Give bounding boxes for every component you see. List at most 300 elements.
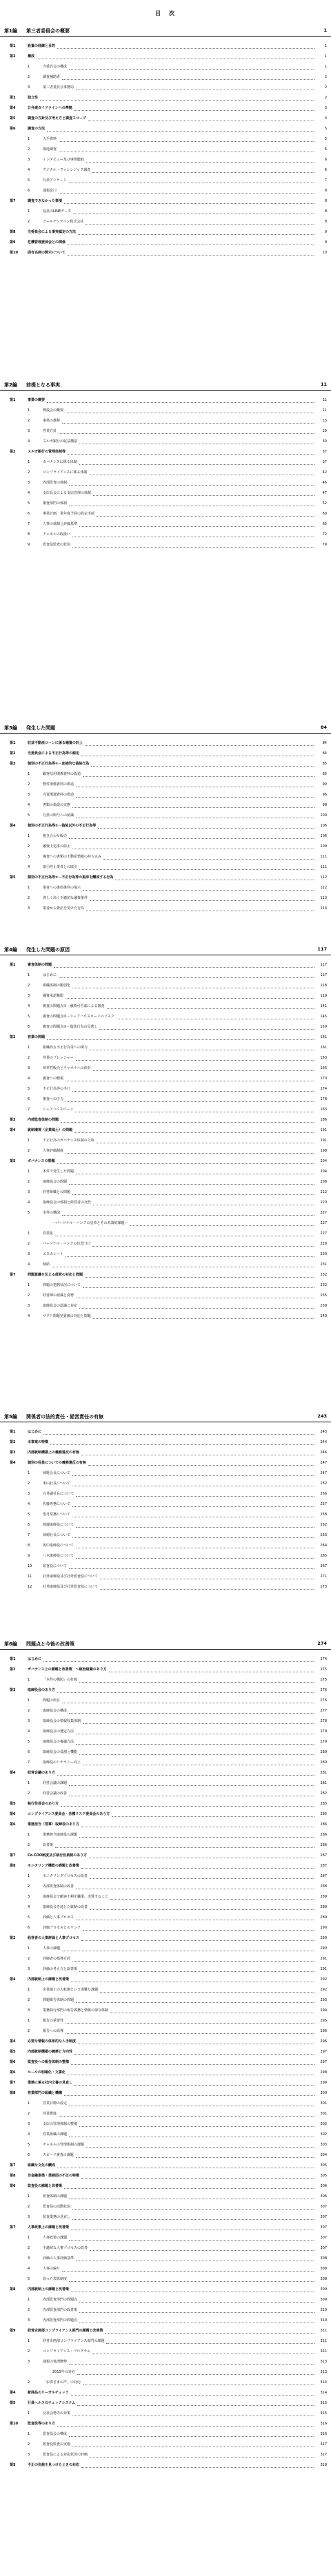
toc-entry-title: 問題の所在 <box>43 1699 61 1703</box>
toc-entry[interactable] <box>0 134 331 145</box>
toc-entry[interactable] <box>0 811 331 821</box>
toc-entry[interactable] <box>0 2109 331 2119</box>
toc-entry[interactable] <box>0 1136 331 1146</box>
toc-entry[interactable] <box>0 2130 331 2140</box>
toc-entry-number: 第6 <box>10 2184 16 2188</box>
toc-entry-page: 281 <box>320 1781 327 1785</box>
toc-leader-dots <box>76 2254 314 2261</box>
toc-entry-page: 296 <box>320 2039 327 2044</box>
toc-entry[interactable] <box>0 2264 331 2274</box>
toc-entry[interactable] <box>0 426 331 437</box>
toc-entry[interactable] <box>0 1737 331 1747</box>
toc-entry-page: 170 <box>320 1077 327 1081</box>
toc-entry[interactable] <box>0 2285 331 2295</box>
toc-entry[interactable] <box>0 2016 331 2026</box>
toc-entry[interactable] <box>0 2398 331 2409</box>
toc-entry[interactable] <box>0 1291 331 1301</box>
toc-entry-number: 第7 <box>10 2163 16 2168</box>
toc-entry-page: 10 <box>322 251 327 255</box>
toc-entry-number: 3 <box>28 2122 30 2126</box>
toc-leader-dots <box>76 83 314 90</box>
toc-entry-title: ガバナンスの問題 <box>28 1159 55 1163</box>
toc-entry[interactable] <box>0 1820 331 1830</box>
toc-entry-number: 4 <box>28 168 30 172</box>
toc-entry[interactable] <box>0 1882 331 1892</box>
toc-entry[interactable] <box>0 759 331 769</box>
toc-entry[interactable] <box>0 41 331 52</box>
toc-leader-dots <box>72 2212 314 2220</box>
toc-entry-page: 314 <box>320 2391 327 2395</box>
toc-entry[interactable] <box>0 1229 331 1239</box>
toc-entry[interactable] <box>0 1260 331 1270</box>
toc-entry[interactable] <box>0 1809 331 1820</box>
toc-entry[interactable] <box>0 186 331 196</box>
toc-entry-number: 1 <box>28 1833 30 1837</box>
toc-entry[interactable] <box>0 416 331 426</box>
toc-entry[interactable] <box>0 1851 331 1861</box>
toc-entry[interactable] <box>0 1510 331 1520</box>
toc-entry[interactable] <box>0 2295 331 2305</box>
toc-entry[interactable] <box>0 790 331 800</box>
toc-entry[interactable] <box>0 2202 331 2212</box>
toc-entry[interactable] <box>0 970 331 981</box>
toc-entry-number: 1 <box>28 1781 30 1785</box>
toc-entry[interactable] <box>0 1105 331 1115</box>
toc-entry[interactable] <box>0 991 331 1001</box>
toc-leader-dots <box>76 1882 314 1889</box>
toc-entry[interactable] <box>0 2212 331 2223</box>
toc-entry-number: 第2 <box>10 751 16 756</box>
toc-entry-number: 5 <box>28 178 30 183</box>
toc-entry[interactable] <box>0 72 331 83</box>
toc-entry[interactable] <box>0 1001 331 1012</box>
toc-entry[interactable] <box>0 1218 331 1229</box>
toc-leader-dots <box>64 196 314 204</box>
toc-entry[interactable] <box>0 62 331 72</box>
toc-leader-dots <box>69 2357 314 2365</box>
toc-leader-dots <box>76 1053 314 1061</box>
toc-entry[interactable] <box>0 1301 331 1311</box>
toc-entry[interactable] <box>0 2099 331 2109</box>
toc-part <box>0 26 331 258</box>
toc-entry[interactable] <box>0 1489 331 1499</box>
toc-entry-number: 12 <box>28 1585 32 1589</box>
toc-leader-dots <box>59 970 314 978</box>
toc-entry[interactable] <box>0 1758 331 1768</box>
toc-leader-dots <box>66 1249 314 1257</box>
toc-entry[interactable] <box>0 196 331 207</box>
toc-entry[interactable] <box>0 1022 331 1032</box>
toc-entry-page: 118 <box>320 984 327 988</box>
toc-entry-number: 第3 <box>10 1451 16 1455</box>
toc-entry[interactable] <box>0 1913 331 1923</box>
toc-leader-dots <box>50 1437 314 1445</box>
toc-entry[interactable] <box>0 2088 331 2099</box>
toc-entry-title: チャネルの管理体制の課題 <box>43 2143 84 2147</box>
toc-entry[interactable] <box>0 145 331 155</box>
toc-entry[interactable] <box>0 2305 331 2316</box>
toc-entry[interactable] <box>0 2006 331 2016</box>
toc-entry-title: 新商品のリーガルチェック <box>28 2391 69 2395</box>
toc-leader-dots <box>74 1125 314 1133</box>
toc-entry-page: 308 <box>320 2277 327 2281</box>
toc-leader-dots <box>55 1229 314 1236</box>
toc-entry[interactable] <box>0 1187 331 1198</box>
toc-entry[interactable] <box>0 1706 331 1716</box>
toc-entry-title: 経営会議の課題 <box>43 1781 68 1785</box>
toc-entry[interactable] <box>0 227 331 238</box>
toc-entry-page: 1 <box>324 65 327 69</box>
toc-entry[interactable] <box>0 1975 331 1985</box>
toc-part-heading[interactable] <box>0 1639 331 1650</box>
toc-part-heading[interactable] <box>0 26 331 37</box>
toc-entry-title: 本事案の特徴 <box>28 1440 49 1444</box>
toc-entry[interactable] <box>0 2243 331 2254</box>
toc-entry[interactable] <box>0 1778 331 1789</box>
toc-entry[interactable] <box>0 1654 331 1665</box>
toc-entry[interactable] <box>0 468 331 478</box>
toc-entry[interactable] <box>0 1799 331 1809</box>
toc-entry[interactable] <box>0 2388 331 2398</box>
toc-entry[interactable] <box>0 1830 331 1840</box>
toc-entry[interactable] <box>0 2316 331 2326</box>
toc-entry[interactable] <box>0 873 331 883</box>
toc-entry-page: 1 <box>324 44 327 48</box>
toc-leader-dots <box>92 165 314 173</box>
toc-entry[interactable] <box>0 1249 331 1260</box>
toc-entry[interactable] <box>0 1094 331 1105</box>
toc-entry[interactable] <box>0 530 331 540</box>
toc-entry[interactable] <box>0 52 331 62</box>
toc-entry[interactable] <box>0 2450 331 2460</box>
toc-entry[interactable] <box>0 749 331 759</box>
toc-entry[interactable] <box>0 1115 331 1125</box>
toc-leader-dots <box>76 1520 314 1528</box>
toc-entry[interactable] <box>0 478 331 488</box>
toc-entry[interactable] <box>0 248 331 258</box>
toc-entry[interactable] <box>0 1125 331 1136</box>
toc-part-heading[interactable] <box>0 380 331 391</box>
toc-entry-title: 調査補助者 <box>43 75 61 79</box>
toc-entry[interactable] <box>0 2460 331 2471</box>
toc-entry-page: 191 <box>320 1139 327 1143</box>
toc-entry-page: 276 <box>320 1688 327 1692</box>
toc-entry-page: 13 <box>322 419 327 423</box>
toc-entry[interactable] <box>0 1053 331 1063</box>
toc-entry[interactable] <box>0 124 331 134</box>
toc-entry-number: 1 <box>28 1946 30 1951</box>
toc-entry[interactable] <box>0 155 331 165</box>
toc-entry[interactable] <box>0 1964 331 1975</box>
toc-entry[interactable] <box>0 1675 331 1685</box>
toc-entry[interactable] <box>0 2326 331 2336</box>
toc-entry[interactable] <box>0 519 331 530</box>
toc-entry[interactable] <box>0 2057 331 2068</box>
toc-entry-page: 285 <box>320 1812 327 1816</box>
toc-entry[interactable] <box>0 852 331 862</box>
toc-entry[interactable] <box>0 2409 331 2419</box>
toc-entry[interactable] <box>0 1892 331 1902</box>
toc-entry[interactable] <box>0 2336 331 2347</box>
toc-entry[interactable] <box>0 1084 331 1094</box>
toc-entry[interactable] <box>0 1696 331 1706</box>
toc-entry[interactable] <box>0 2233 331 2243</box>
toc-entry[interactable] <box>0 769 331 780</box>
toc-entry[interactable] <box>0 1311 331 1322</box>
toc-entry-number: 1 <box>28 2411 30 2416</box>
toc-leader-dots <box>79 457 314 465</box>
toc-part-text: 関係者の法的責任・経営責任の有無 <box>26 1414 103 1420</box>
toc-entry[interactable] <box>0 2367 331 2378</box>
toc-entry[interactable] <box>0 2254 331 2264</box>
toc-entry[interactable] <box>0 1448 331 1458</box>
toc-leader-dots <box>90 1043 314 1050</box>
toc-entry[interactable] <box>0 1985 331 1995</box>
toc-entry[interactable] <box>0 883 331 893</box>
toc-entry[interactable] <box>0 1167 331 1177</box>
toc-entry[interactable] <box>0 2068 331 2078</box>
toc-entry[interactable] <box>0 2440 331 2450</box>
toc-entry[interactable] <box>0 238 331 248</box>
toc-entry-number: 5 <box>28 1740 30 1744</box>
toc-entry-number: 3 <box>28 1492 30 1496</box>
toc-entry-title: 監査役の課題と改善策 <box>28 2184 63 2188</box>
toc-leader-dots <box>68 447 314 455</box>
toc-part-heading[interactable] <box>0 945 331 955</box>
toc-leader-dots <box>79 2295 314 2303</box>
toc-entry[interactable] <box>0 103 331 114</box>
toc-entry[interactable] <box>0 2357 331 2367</box>
toc-entry-page: 161 <box>320 1035 327 1039</box>
toc-entry-page: 288 <box>320 1884 327 1889</box>
toc-entry[interactable] <box>0 831 331 842</box>
toc-entry[interactable] <box>0 395 331 406</box>
toc-entry-page: 96 <box>322 793 327 797</box>
toc-part <box>0 1412 331 1592</box>
toc-entry[interactable] <box>0 862 331 873</box>
toc-entry-title: 当委員会による事実認定の方法 <box>28 230 77 234</box>
toc-entry[interactable] <box>0 1582 331 1592</box>
toc-entry[interactable] <box>0 499 331 509</box>
toc-entry-title: 顧客信用関係資料の偽造 <box>43 772 81 776</box>
toc-entry[interactable] <box>0 83 331 93</box>
toc-entry-number: 1 <box>28 973 30 977</box>
toc-entry-title: 審査への軽視 <box>43 1077 64 1081</box>
toc-entry[interactable] <box>0 1665 331 1675</box>
toc-leader-dots <box>69 1789 314 1796</box>
toc-entry[interactable] <box>0 1561 331 1572</box>
toc-entry[interactable] <box>0 1063 331 1074</box>
toc-leader-dots <box>69 176 314 183</box>
toc-entry[interactable] <box>0 1954 331 1964</box>
toc-entry[interactable] <box>0 1468 331 1479</box>
toc-entry-number: 第4 <box>10 824 16 828</box>
toc-entry-title: 人事の体制と評価基準 <box>43 522 78 526</box>
toc-entry-title: 「本件の構図」の打破 <box>43 1678 78 1682</box>
toc-leader-dots <box>72 1510 314 1517</box>
toc-entry[interactable] <box>0 2347 331 2357</box>
toc-entry[interactable] <box>0 1727 331 1737</box>
toc-entry[interactable] <box>0 1923 331 1933</box>
toc-entry[interactable] <box>0 2078 331 2088</box>
toc-entry[interactable] <box>0 800 331 811</box>
toc-leader-dots <box>71 2057 314 2065</box>
toc-entry[interactable] <box>0 842 331 852</box>
toc-entry[interactable] <box>0 2181 331 2192</box>
toc-entry[interactable] <box>0 406 331 416</box>
toc-entry-page: 280 <box>320 1750 327 1754</box>
toc-leader-dots <box>69 2192 314 2199</box>
toc-entry-number: 1 <box>28 2432 30 2436</box>
toc-entry-page: 275 <box>320 1668 327 1672</box>
toc-entry-number: 4 <box>28 1502 30 1506</box>
toc-part-heading[interactable] <box>0 723 331 734</box>
toc-entry-number: 2 <box>28 419 30 423</box>
toc-entry-number: 5 <box>28 1015 30 1019</box>
toc-entry[interactable] <box>0 1437 331 1448</box>
toc-entry[interactable] <box>0 447 331 457</box>
toc-entry[interactable] <box>0 1427 331 1437</box>
toc-entry[interactable] <box>0 1902 331 1913</box>
toc-entry-number: 2 <box>28 1709 30 1713</box>
toc-entry[interactable] <box>0 1768 331 1778</box>
toc-entry[interactable] <box>0 1530 331 1541</box>
toc-entry[interactable] <box>0 1995 331 2006</box>
toc-entry[interactable] <box>0 1074 331 1084</box>
toc-entry[interactable] <box>0 780 331 790</box>
toc-entry-number: 4 <box>28 1263 30 1267</box>
toc-leader-dots <box>72 1084 314 1092</box>
toc-entry[interactable] <box>0 2378 331 2388</box>
toc-entry[interactable] <box>0 488 331 499</box>
toc-entry-page: 232 <box>320 1283 327 1287</box>
toc-entry-page: 278 <box>320 1719 327 1723</box>
toc-entry[interactable] <box>0 1861 331 1871</box>
toc-leader-dots <box>78 2037 314 2044</box>
toc-entry[interactable] <box>0 2150 331 2161</box>
toc-entry-page: 85 <box>322 762 327 766</box>
toc-entry[interactable] <box>0 1499 331 1510</box>
toc-entry[interactable] <box>0 2161 331 2171</box>
toc-entry[interactable] <box>0 2047 331 2057</box>
toc-entry-page: 307 <box>320 2205 327 2209</box>
toc-leader-dots <box>72 2409 314 2416</box>
toc-entry-number: 2 <box>28 1791 30 1796</box>
toc-entry[interactable] <box>0 1043 331 1053</box>
toc-entry-number: 5 <box>28 813 30 818</box>
toc-entry-number: 4 <box>28 1201 30 1205</box>
toc-entry[interactable] <box>0 93 331 103</box>
toc-entry[interactable] <box>0 2192 331 2202</box>
toc-leader-dots <box>79 2316 314 2323</box>
toc-entry[interactable] <box>0 2140 331 2150</box>
toc-entry[interactable] <box>0 1716 331 1727</box>
toc-entry[interactable] <box>0 217 331 227</box>
toc-entry[interactable] <box>0 540 331 550</box>
toc-entry[interactable] <box>0 1789 331 1799</box>
toc-entry[interactable] <box>0 1840 331 1851</box>
toc-part-heading[interactable] <box>0 1412 331 1422</box>
toc-part-page: 11 <box>320 382 327 387</box>
toc-entry-title: 個別の不正行為等②－偽装以外の不正行為等 <box>28 824 97 828</box>
toc-entry[interactable] <box>0 1572 331 1582</box>
toc-entry[interactable] <box>0 1280 331 1291</box>
toc-entry[interactable] <box>0 2419 331 2429</box>
toc-entry[interactable] <box>0 1747 331 1758</box>
toc-entry[interactable] <box>0 1012 331 1022</box>
toc-entry-page: 306 <box>320 2194 327 2199</box>
toc-entry-page: 290 <box>320 1936 327 1940</box>
toc-entry[interactable] <box>0 1270 331 1280</box>
toc-entry[interactable] <box>0 904 331 914</box>
toc-entry[interactable] <box>0 981 331 991</box>
toc-entry[interactable] <box>0 457 331 468</box>
toc-leader-dots <box>69 2233 314 2241</box>
toc-entry[interactable] <box>0 1551 331 1561</box>
toc-entry[interactable] <box>0 1156 331 1167</box>
toc-entry-number: 第8 <box>10 2174 16 2178</box>
toc-entry[interactable] <box>0 437 331 447</box>
toc-entry-page: 315 <box>320 2411 327 2416</box>
toc-entry[interactable] <box>0 1871 331 1882</box>
toc-entry[interactable] <box>0 1933 331 1944</box>
toc-leader-dots <box>77 2367 314 2375</box>
toc-leader-dots <box>81 1933 314 1941</box>
toc-leader-dots <box>64 2088 314 2096</box>
toc-entry-number: 3 <box>28 2360 30 2364</box>
toc-entry[interactable] <box>0 1208 331 1218</box>
toc-entry[interactable] <box>0 1520 331 1530</box>
toc-entry[interactable] <box>0 1479 331 1489</box>
toc-entry[interactable] <box>0 2274 331 2285</box>
toc-entry[interactable] <box>0 114 331 124</box>
toc-entry[interactable] <box>0 2026 331 2037</box>
toc-entry[interactable] <box>0 1239 331 1249</box>
toc-entry[interactable] <box>0 1944 331 1954</box>
toc-entry[interactable] <box>0 509 331 519</box>
toc-entry[interactable] <box>0 165 331 176</box>
toc-entry-number: 第8 <box>10 230 16 234</box>
toc-entry[interactable] <box>0 2429 331 2440</box>
toc-leader-dots <box>37 52 314 59</box>
toc-entry[interactable] <box>0 821 331 831</box>
toc-entry-title: 固有名詞の開示について <box>28 251 66 255</box>
toc-entry[interactable] <box>0 1458 331 1468</box>
toc-entry-title: 帰結 <box>43 1263 50 1267</box>
toc-entry[interactable] <box>0 893 331 904</box>
toc-entry[interactable] <box>0 207 331 217</box>
toc-entry[interactable] <box>0 1685 331 1696</box>
toc-entry[interactable] <box>0 738 331 749</box>
toc-entry[interactable] <box>0 1177 331 1187</box>
toc-leader-dots <box>93 1063 314 1071</box>
toc-entry[interactable] <box>0 176 331 186</box>
toc-entry[interactable] <box>0 2037 331 2047</box>
toc-entry-number: 6 <box>28 1926 30 1930</box>
toc-entry[interactable] <box>0 1146 331 1156</box>
toc-leader-dots <box>76 1489 314 1497</box>
toc-entry[interactable] <box>0 2171 331 2181</box>
toc-entry-page: 246 <box>320 1451 327 1455</box>
toc-entry[interactable] <box>0 1198 331 1208</box>
toc-entry[interactable] <box>0 1541 331 1551</box>
toc-leader-dots <box>72 1479 314 1486</box>
toc-entry[interactable] <box>0 960 331 970</box>
toc-entry[interactable] <box>0 2223 331 2233</box>
toc-entry[interactable] <box>0 1032 331 1043</box>
toc-entry-number: 2 <box>28 1957 30 1961</box>
toc-entry[interactable] <box>0 2119 331 2130</box>
